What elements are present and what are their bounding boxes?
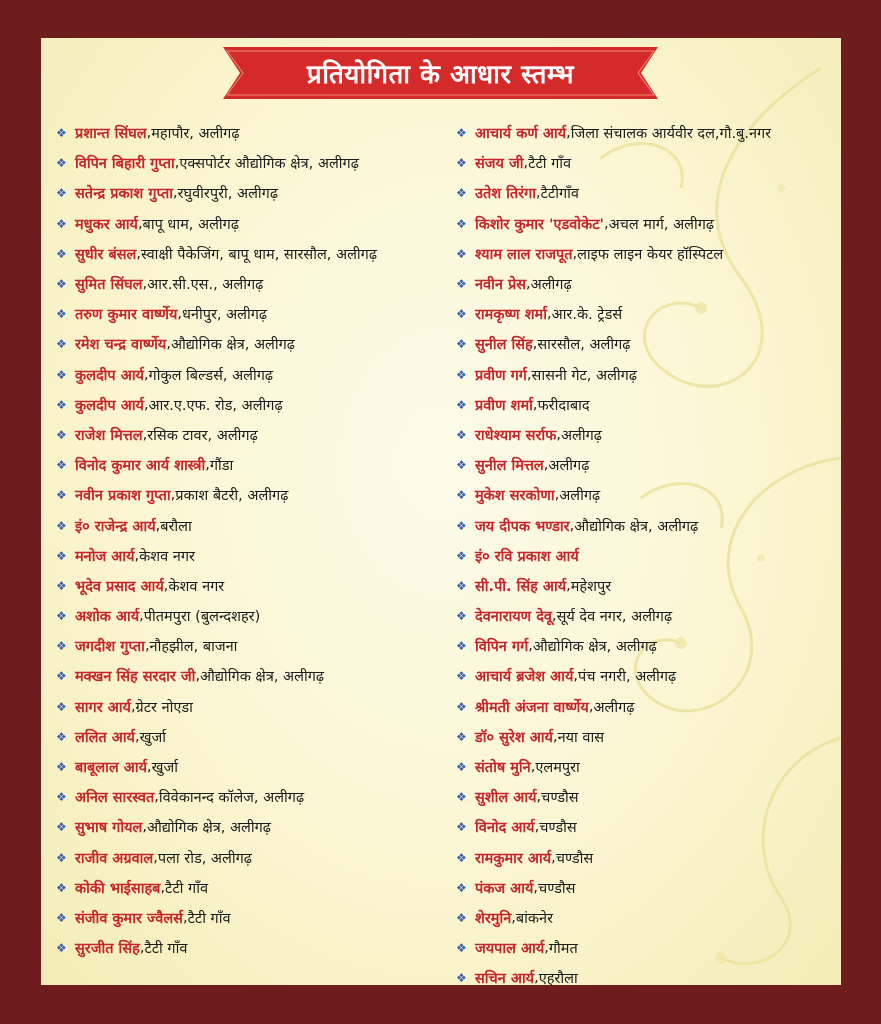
separator: , [534,819,540,836]
separator: , [139,608,144,625]
separator: , [146,125,152,142]
diamond-bullet-icon: ❖ [56,427,67,442]
separator: , [174,155,180,172]
person-name: रमेश चन्द्र वार्ष्णेय [75,337,167,354]
diamond-bullet-icon: ❖ [456,548,467,563]
diamond-bullet-icon: ❖ [456,639,467,654]
person-detail: अलीगढ़ [530,277,572,294]
diamond-bullet-icon: ❖ [56,669,67,684]
person-detail: टैटी गाँव [144,941,188,958]
person-name: राधेश्याम सर्राफ [475,427,557,444]
person-detail: चण्डौस [538,880,576,897]
person-name: सुनील सिंह [475,337,533,354]
person-name: देवनारायण देवू [475,609,552,626]
diamond-bullet-icon: ❖ [56,216,67,231]
diamond-bullet-icon: ❖ [456,126,467,141]
list-item [56,571,456,601]
person-detail: रसिक टावर, अलीगढ़ [147,427,258,444]
list-item [56,118,456,148]
list-item [56,269,456,299]
person-name: शेरमुनि [475,910,512,927]
person-detail: खुर्जा [151,760,179,777]
person-detail: केशव नगर [139,548,195,565]
person-name: सुमित सिंघल [75,277,143,294]
diamond-bullet-icon: ❖ [456,337,467,352]
person-name: डॉ० सुरेश आर्य [475,729,553,746]
list-item [456,209,841,239]
left-column [56,118,456,963]
person-detail: टैटीगाँव [540,186,579,203]
list-item [456,239,841,269]
separator: , [566,577,571,594]
person-name: जयपाल आर्य [475,941,545,958]
list-item [456,722,841,752]
diamond-bullet-icon: ❖ [56,790,67,805]
person-name: सी.पी. सिंह आर्य [475,578,567,595]
separator: , [544,940,549,957]
list-item [456,601,841,631]
list-item [456,450,841,480]
diamond-bullet-icon: ❖ [456,669,467,684]
diamond-bullet-icon: ❖ [56,578,67,593]
person-name: नवीन प्रेस [475,277,527,294]
person-name: विनोद कुमार आर्य शास्त्री [75,458,206,475]
person-name: सुभाष गोयल [75,820,143,837]
list-item [56,178,456,208]
list-item [456,843,841,873]
person-detail: खुर्जा [139,729,166,746]
list-item [456,510,841,540]
separator: , [536,185,541,202]
list-item [56,480,456,510]
diamond-bullet-icon: ❖ [56,910,67,925]
diamond-bullet-icon: ❖ [456,971,467,986]
person-detail: ग्रेटर नोएडा [135,699,193,716]
person-detail: अलीगढ़ [593,699,635,716]
separator: , [572,245,578,262]
diamond-bullet-icon: ❖ [456,578,467,593]
list-item [56,329,456,359]
person-name: सतेन्द्र प्रकाश गुप्ता [75,186,173,203]
diamond-bullet-icon: ❖ [456,790,467,805]
separator: , [573,668,579,685]
person-name: पंकज आर्य [475,880,534,897]
separator: , [528,638,533,655]
list-item [56,933,456,963]
diamond-bullet-icon: ❖ [456,307,467,322]
separator: , [134,728,140,745]
diamond-bullet-icon: ❖ [456,186,467,201]
person-name: आचार्य कर्ण आर्य [475,126,567,143]
separator: , [532,336,538,353]
list-item [56,209,456,239]
person-detail: सारसौल, अलीगढ़ [537,337,631,354]
person-detail: जिला संचालक आर्यवीर दल,गौ.बु.नगर [570,126,772,143]
separator: , [588,698,594,715]
separator: , [142,276,148,293]
diamond-bullet-icon: ❖ [56,609,67,624]
separator: , [153,849,158,866]
list-item [56,903,456,933]
list-item [456,752,841,782]
person-name: सुधीर बंसल [75,246,137,263]
person-detail: पंच नगरी, अलीगढ़ [578,669,677,686]
list-item [456,812,841,842]
person-detail: अलीगढ़ [548,458,590,475]
separator: , [551,608,557,625]
person-detail: चण्डौस [541,790,579,807]
separator: , [144,638,150,655]
person-name: सुरजीत सिंह [75,941,140,958]
list-item [456,661,841,691]
diamond-bullet-icon: ❖ [456,850,467,865]
person-detail: आर.सी.एस., अलीगढ़ [147,277,264,294]
list-item [456,480,841,510]
separator: , [546,306,552,323]
list-item [456,933,841,963]
person-name: संतोष मुनि [475,760,531,777]
person-name: जगदीश गुप्ता [75,639,145,656]
diamond-bullet-icon: ❖ [456,367,467,382]
person-name: विपिन बिहारी गुप्ता [75,156,175,173]
separator: , [552,728,558,745]
separator: , [155,517,161,534]
person-detail: बांकनेर [515,910,554,927]
page-title: प्रतियोगिता के आधार स्तम्भ [306,60,575,90]
person-name: किशोर कुमार 'एडवोकेट' [475,216,604,233]
person-name: सुशील आर्य [475,790,537,807]
person-detail: धनीपुर, अलीगढ़ [182,307,268,324]
person-detail: पीतमपुरा (बुलन्दशहर) [143,609,261,626]
list-item [56,148,456,178]
person-detail: सासनी गेट, अलीगढ़ [531,367,637,384]
person-detail: गौमत [548,941,578,958]
diamond-bullet-icon: ❖ [456,216,467,231]
diamond-bullet-icon: ❖ [456,397,467,412]
list-item [456,148,841,178]
person-detail: प्रकाश बैटरी, अलीगढ़ [175,488,289,505]
list-item [56,722,456,752]
separator: , [533,879,539,896]
separator: , [130,698,136,715]
person-name: कुलदीप आर्य [75,367,144,384]
person-name: मधुकर आर्य [75,216,138,233]
person-name: ललित आर्य [75,729,135,746]
separator: , [139,940,145,957]
diamond-bullet-icon: ❖ [56,156,67,171]
diamond-bullet-icon: ❖ [56,397,67,412]
person-detail: पला रोड, अलीगढ़ [157,850,252,867]
diamond-bullet-icon: ❖ [456,729,467,744]
list-item [456,631,841,661]
person-detail: एलमपुरा [535,760,580,777]
list-item [56,510,456,540]
person-name: सचिन आर्य [475,971,535,988]
person-detail: औद्योगिक क्षेत्र, अलीगढ़ [170,337,295,354]
separator: , [134,547,140,564]
person-detail: नया वास [557,729,605,746]
list-item [456,571,841,601]
person-name: राजेश मित्तल [75,427,143,444]
person-detail: औद्योगिक क्षेत्र, अलीगढ़ [574,518,699,535]
person-detail: औद्योगिक क्षेत्र, अलीगढ़ [200,669,325,686]
person-detail: महापौर, अलीगढ़ [151,126,240,143]
person-name: मुकेश सरकोणा [475,488,555,505]
diamond-bullet-icon: ❖ [56,488,67,503]
diamond-bullet-icon: ❖ [56,729,67,744]
diamond-bullet-icon: ❖ [456,156,467,171]
separator: , [536,789,542,806]
list-item [56,239,456,269]
list-item [456,541,841,571]
person-detail: टैटी गाँव [165,880,209,897]
person-name: राजीव अग्रवाल [75,850,154,867]
diamond-bullet-icon: ❖ [456,880,467,895]
person-name: प्रवीण गर्ग [475,367,527,384]
separator: , [137,215,143,232]
separator: , [195,668,201,685]
diamond-bullet-icon: ❖ [456,760,467,775]
person-name: जय दीपक भण्डार [475,518,570,535]
list-item [56,390,456,420]
separator: , [166,336,171,353]
person-detail: विवेकानन्द कॉलेज, अलीगढ़ [158,790,305,807]
person-detail: औद्योगिक क्षेत्र, अलीगढ़ [146,820,271,837]
list-item [456,420,841,450]
diamond-bullet-icon: ❖ [56,639,67,654]
separator: , [511,909,516,926]
separator: , [526,276,531,293]
separator: , [173,185,178,202]
person-name: अशोक आर्य [75,609,140,626]
person-detail: अलीगढ़ [559,488,601,505]
list-item [56,812,456,842]
separator: , [147,759,152,776]
right-column [456,118,841,993]
person-detail: सूर्य देव नगर, अलीगढ़ [556,609,673,626]
separator: , [182,909,188,926]
diamond-bullet-icon: ❖ [56,186,67,201]
person-detail: गौंडा [209,458,234,475]
separator: , [551,849,556,866]
list-item [456,118,841,148]
diamond-bullet-icon: ❖ [56,820,67,835]
person-name: आचार्य ब्रजेश आर्य [475,669,574,686]
diamond-bullet-icon: ❖ [456,458,467,473]
person-detail: औद्योगिक क्षेत्र, अलीगढ़ [532,639,657,656]
separator: , [154,789,159,806]
diamond-bullet-icon: ❖ [56,518,67,533]
list-item [456,360,841,390]
person-detail: बरौला [160,518,192,535]
person-detail: नौहझील, बाजना [149,639,238,656]
list-item [56,299,456,329]
person-detail: आर.के. ट्रेडर्स [551,307,623,324]
person-name: तरुण कुमार वार्ष्णेय [75,307,178,324]
list-item [56,420,456,450]
list-item [56,873,456,903]
person-name: मनोज आर्य [75,548,135,565]
person-name: भूदेव प्रसाद आर्य [75,578,164,595]
separator: , [523,155,529,172]
diamond-bullet-icon: ❖ [56,699,67,714]
person-detail: बापू धाम, अलीगढ़ [142,216,239,233]
list-item [456,178,841,208]
separator: , [142,426,148,443]
person-name: कुलदीप आर्य [75,397,144,414]
diamond-bullet-icon: ❖ [56,850,67,865]
separator: , [530,759,536,776]
list-item [456,903,841,933]
list-item [456,390,841,420]
person-detail: स्वाक्षी पैकेजिंग, बापू धाम, सारसौल, अलीगढ़ [140,246,377,263]
list-item [56,661,456,691]
separator: , [143,366,149,383]
person-detail: एहरौला [538,971,578,988]
person-detail: केशव नगर [168,578,225,595]
person-detail: एक्सपोर्टर औद्योगिक क्षेत्र, अलीगढ़ [179,156,359,173]
person-name: विपिन गर्ग [475,639,529,656]
list-item [56,631,456,661]
separator: , [603,215,609,232]
separator: , [526,366,532,383]
diamond-bullet-icon: ❖ [56,246,67,261]
separator: , [163,577,169,594]
diamond-bullet-icon: ❖ [56,458,67,473]
person-detail: गोकुल बिल्डर्स, अलीगढ़ [148,367,274,384]
person-detail: अलीगढ़ [560,427,602,444]
separator: , [205,457,210,474]
separator: , [566,125,571,142]
person-detail: चण्डौस [555,850,594,867]
list-item [56,541,456,571]
person-detail: टैटी गाँव [187,910,231,927]
separator: , [136,245,141,262]
separator: , [543,457,549,474]
list-item [56,752,456,782]
list-item [56,360,456,390]
diamond-bullet-icon: ❖ [56,548,67,563]
person-name: रामकुमार आर्य [475,850,552,867]
diamond-bullet-icon: ❖ [456,518,467,533]
list-item [456,329,841,359]
separator: , [556,426,561,443]
person-name: रामकृष्ण शर्मा [475,307,547,324]
diamond-bullet-icon: ❖ [56,277,67,292]
list-item [456,782,841,812]
person-name: सुनील मित्तल [475,458,544,475]
person-detail: चण्डौस [539,820,577,837]
person-detail: रघुवीरपुरी, अलीगढ़ [177,186,278,203]
list-item [456,692,841,722]
diamond-bullet-icon: ❖ [56,367,67,382]
separator: , [569,517,575,534]
diamond-bullet-icon: ❖ [456,820,467,835]
person-detail: फरीदाबाद [537,397,590,414]
person-detail: आर.ए.एफ. रोड, अलीगढ़ [148,397,283,414]
person-name: प्रवीण शर्मा [475,397,533,414]
title-banner [223,47,658,99]
diamond-bullet-icon: ❖ [56,760,67,775]
separator: , [534,970,539,987]
diamond-bullet-icon: ❖ [456,699,467,714]
list-item [456,873,841,903]
diamond-bullet-icon: ❖ [56,307,67,322]
list-item [56,601,456,631]
separator: , [177,306,182,323]
diamond-bullet-icon: ❖ [56,126,67,141]
list-item [56,782,456,812]
separator: , [160,879,166,896]
diamond-bullet-icon: ❖ [456,941,467,956]
diamond-bullet-icon: ❖ [456,427,467,442]
person-name: श्रीमती अंजना वार्ष्णेय [475,699,589,716]
list-item [456,269,841,299]
separator: , [142,819,147,836]
list-item [56,450,456,480]
person-name: उतेश तिरंगा [475,186,536,203]
diamond-bullet-icon: ❖ [456,910,467,925]
diamond-bullet-icon: ❖ [456,609,467,624]
person-detail: टैटी गाँव [528,156,572,173]
person-name: प्रशान्त सिंघल [75,126,147,143]
person-name: विनोद आर्य [475,820,535,837]
person-detail: लाइफ लाइन केयर हॉस्पिटल [577,246,724,263]
person-name: इं० रवि प्रकाश आर्य [475,548,579,565]
diamond-bullet-icon: ❖ [456,246,467,261]
diamond-bullet-icon: ❖ [56,880,67,895]
separator: , [170,487,176,504]
list-item [456,299,841,329]
person-name: संजीव कुमार ज्वैलर्स [75,910,183,927]
diamond-bullet-icon: ❖ [456,488,467,503]
diamond-bullet-icon: ❖ [456,277,467,292]
person-name: बाबूलाल आर्य [75,760,148,777]
person-name: संजय जी [475,156,524,173]
person-name: श्याम लाल राजपूत [475,246,573,263]
list-item [56,692,456,722]
separator: , [554,487,560,504]
separator: , [143,396,149,413]
list-item [456,963,841,993]
person-name: कोकी भाईसाहब [75,880,161,897]
person-detail: अचल मार्ग, अलीगढ़ [608,216,715,233]
person-name: मक्खन सिंह सरदार जी [75,669,196,686]
diamond-bullet-icon: ❖ [56,337,67,352]
diamond-bullet-icon: ❖ [56,941,67,956]
person-name: इं० राजेन्द्र आर्य [75,518,156,535]
separator: , [532,396,538,413]
person-name: अनिल सारस्वत [75,790,155,807]
person-name: नवीन प्रकाश गुप्ता [75,488,171,505]
person-name: सागर आर्य [75,699,131,716]
list-item [56,843,456,873]
person-detail: महेशपुर [570,578,612,595]
